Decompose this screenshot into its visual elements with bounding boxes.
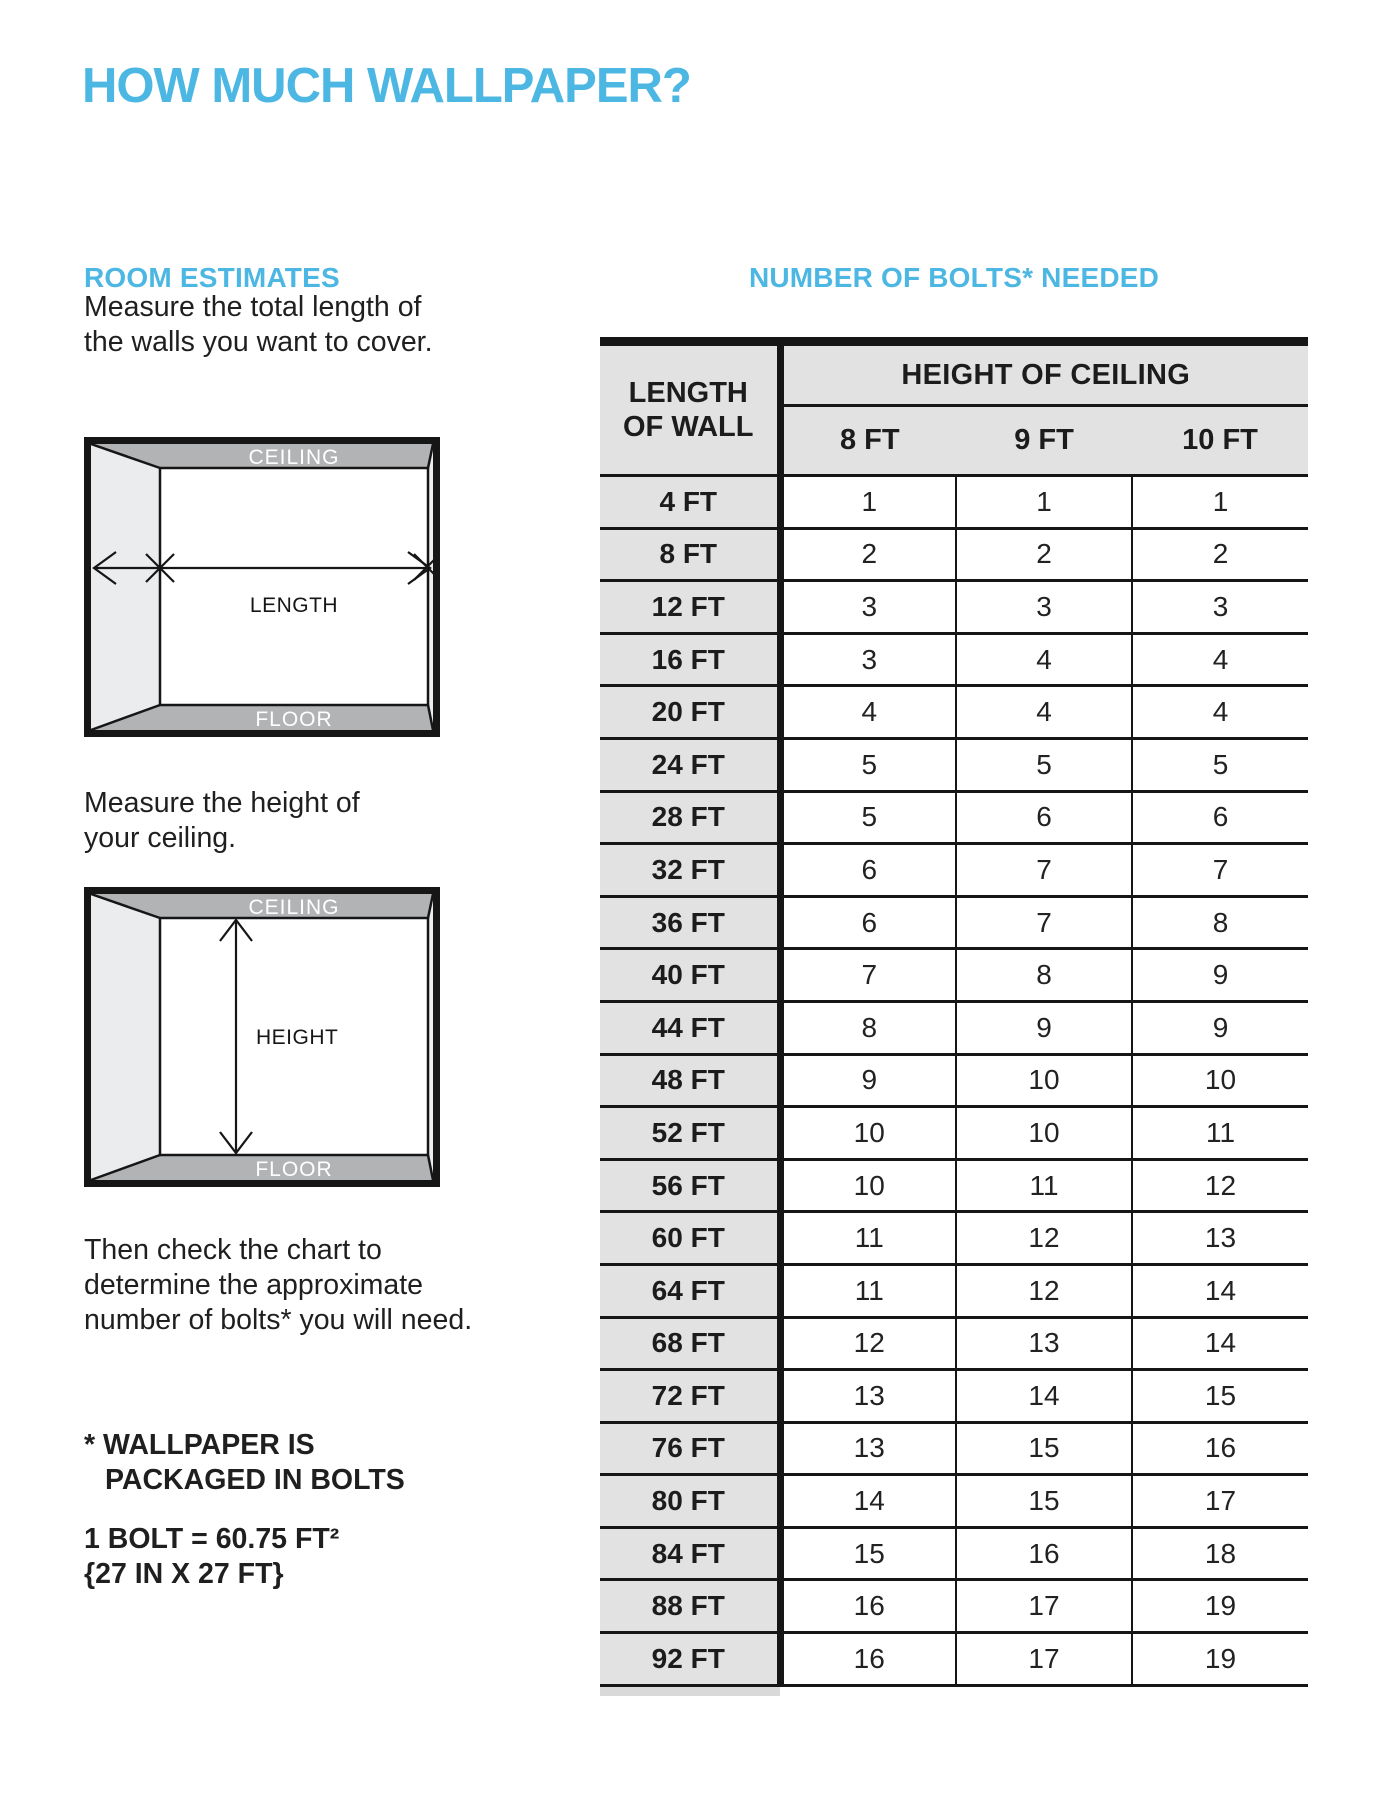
bolt-count-cell: 7	[780, 949, 956, 1002]
table-row	[600, 1527, 1308, 1580]
table-row	[600, 1264, 1308, 1317]
wall-length-cell: 24 FT	[600, 738, 780, 791]
bolt-count-cell: 6	[780, 896, 956, 949]
bolt-count-cell: 3	[780, 633, 956, 686]
table-row	[600, 1212, 1308, 1265]
text-line: Then check the chart to	[84, 1234, 382, 1266]
ceiling-label: CEILING	[248, 446, 340, 469]
bolts-table-body	[600, 476, 1308, 1686]
bolt-count-cell: 10	[1132, 1054, 1308, 1107]
bolt-count-cell: 3	[1132, 581, 1308, 634]
table-row	[600, 1159, 1308, 1212]
text-line: number of bolts* you will need.	[84, 1304, 473, 1336]
wall-length-cell: 68 FT	[600, 1317, 780, 1370]
bolt-count-cell: 19	[1132, 1580, 1308, 1633]
bolt-count-cell: 7	[956, 896, 1132, 949]
wall-length-cell: 72 FT	[600, 1370, 780, 1423]
left-wall-surface	[91, 444, 160, 730]
bolt-size-info	[84, 1522, 339, 1592]
bolt-count-cell: 11	[1132, 1107, 1308, 1160]
table-row	[600, 476, 1308, 529]
bolt-count-cell: 17	[956, 1633, 1132, 1686]
table-row	[600, 1580, 1308, 1633]
bolt-count-cell: 9	[956, 1001, 1132, 1054]
wall-length-cell: 92 FT	[600, 1633, 780, 1686]
bolt-count-cell: 12	[956, 1264, 1132, 1317]
wallpaper-footnote	[84, 1428, 405, 1498]
bolt-count-cell: 5	[780, 791, 956, 844]
table-row	[600, 1107, 1308, 1160]
ceiling-label: CEILING	[248, 896, 340, 919]
wall-length-cell: 60 FT	[600, 1212, 780, 1265]
bolt-count-cell: 4	[1132, 686, 1308, 739]
bolt-count-cell: 17	[956, 1580, 1132, 1633]
bolt-count-cell: 14	[1132, 1264, 1308, 1317]
table-row	[600, 633, 1308, 686]
header-line: OF WALL	[623, 411, 754, 443]
wall-length-cell: 56 FT	[600, 1159, 780, 1212]
floor-label: FLOOR	[255, 708, 333, 731]
bolt-count-cell: 6	[780, 844, 956, 897]
bolt-count-cell: 19	[1132, 1633, 1308, 1686]
bolt-count-cell: 7	[1132, 844, 1308, 897]
table-row	[600, 844, 1308, 897]
bolt-count-cell: 9	[1132, 949, 1308, 1002]
text-line: determine the approximate	[84, 1269, 424, 1301]
text-line: PACKAGED IN BOLTS	[105, 1464, 405, 1496]
bolt-count-cell: 2	[1132, 528, 1308, 581]
wall-length-cell: 8 FT	[600, 528, 780, 581]
bolt-count-cell: 18	[1132, 1527, 1308, 1580]
wall-length-cell: 80 FT	[600, 1475, 780, 1528]
wall-length-cell: 12 FT	[600, 581, 780, 634]
ceiling-height-column-header: 10 FT	[1132, 406, 1308, 476]
wall-length-cell: 32 FT	[600, 844, 780, 897]
wall-length-cell: 40 FT	[600, 949, 780, 1002]
wall-length-cell: 84 FT	[600, 1527, 780, 1580]
wall-length-cell: 48 FT	[600, 1054, 780, 1107]
bolt-count-cell: 15	[780, 1527, 956, 1580]
bolt-count-cell: 10	[956, 1107, 1132, 1160]
table-row	[600, 949, 1308, 1002]
bolt-count-cell: 4	[1132, 633, 1308, 686]
instruction-measure-height	[84, 786, 360, 856]
bolt-count-cell: 5	[956, 738, 1132, 791]
bolt-count-cell: 16	[956, 1527, 1132, 1580]
bolt-count-cell: 10	[780, 1159, 956, 1212]
bolt-count-cell: 9	[780, 1054, 956, 1107]
wall-length-cell: 52 FT	[600, 1107, 780, 1160]
table-row	[600, 1001, 1308, 1054]
height-of-ceiling-header: HEIGHT OF CEILING	[780, 342, 1308, 406]
bolts-table	[600, 337, 1308, 1687]
table-row	[600, 738, 1308, 791]
bolt-count-cell: 4	[956, 686, 1132, 739]
ceiling-height-column-header: 9 FT	[956, 406, 1132, 476]
bolt-count-cell: 2	[956, 528, 1132, 581]
back-wall	[160, 468, 428, 705]
bolts-needed-heading: NUMBER OF BOLTS* NEEDED	[748, 262, 1160, 293]
bolt-count-cell: 8	[1132, 896, 1308, 949]
bolt-count-cell: 9	[1132, 1001, 1308, 1054]
table-row	[600, 581, 1308, 634]
text-line: the walls you want to cover.	[84, 326, 433, 358]
bolt-count-cell: 11	[956, 1159, 1132, 1212]
bolt-count-cell: 8	[956, 949, 1132, 1002]
ceiling-height-column-header: 8 FT	[780, 406, 956, 476]
wall-length-cell: 64 FT	[600, 1264, 780, 1317]
height-label: HEIGHT	[256, 1026, 339, 1049]
text-line: {27 IN X 27 FT}	[84, 1558, 284, 1590]
bolt-count-cell: 16	[780, 1580, 956, 1633]
bolt-count-cell: 15	[956, 1422, 1132, 1475]
table-row	[600, 1422, 1308, 1475]
wall-length-cell: 20 FT	[600, 686, 780, 739]
table-row	[600, 686, 1308, 739]
table-row	[600, 1370, 1308, 1423]
bolt-count-cell: 4	[780, 686, 956, 739]
table-row	[600, 1633, 1308, 1686]
header-line: LENGTH	[628, 377, 748, 409]
length-label: LENGTH	[249, 594, 339, 617]
table-row	[600, 791, 1308, 844]
table-row	[600, 1054, 1308, 1107]
bolt-count-cell: 13	[780, 1422, 956, 1475]
bolt-count-cell: 2	[780, 528, 956, 581]
bolt-count-cell: 5	[780, 738, 956, 791]
instruction-check-chart	[84, 1233, 472, 1338]
bolt-count-cell: 16	[780, 1633, 956, 1686]
bolt-count-cell: 10	[956, 1054, 1132, 1107]
length-diagram	[84, 437, 440, 737]
bolt-count-cell: 3	[780, 581, 956, 634]
bolt-count-cell: 5	[1132, 738, 1308, 791]
bolt-count-cell: 12	[1132, 1159, 1308, 1212]
bolt-count-cell: 6	[1132, 791, 1308, 844]
wall-length-cell: 88 FT	[600, 1580, 780, 1633]
wall-length-cell: 28 FT	[600, 791, 780, 844]
bolt-count-cell: 13	[956, 1317, 1132, 1370]
wall-length-cell: 16 FT	[600, 633, 780, 686]
bolt-count-cell: 15	[956, 1475, 1132, 1528]
left-wall-surface	[91, 894, 160, 1180]
text-line: 1 BOLT = 60.75 FT²	[84, 1523, 340, 1555]
bolt-count-cell: 1	[956, 476, 1132, 529]
table-row	[600, 896, 1308, 949]
wall-length-cell: 36 FT	[600, 896, 780, 949]
page-title: HOW MUCH WALLPAPER?	[82, 59, 691, 113]
bolt-count-cell: 14	[956, 1370, 1132, 1423]
bolt-count-cell: 10	[780, 1107, 956, 1160]
bolt-count-cell: 17	[1132, 1475, 1308, 1528]
text-line: * WALLPAPER IS	[84, 1429, 315, 1461]
text-line: Measure the height of	[84, 787, 360, 819]
height-diagram	[84, 887, 440, 1187]
text-line: your ceiling.	[84, 822, 237, 854]
bolt-count-cell: 14	[780, 1475, 956, 1528]
instruction-measure-length	[84, 290, 433, 360]
bolt-count-cell: 12	[956, 1212, 1132, 1265]
bolt-count-cell: 11	[780, 1264, 956, 1317]
length-of-wall-header	[600, 342, 780, 476]
floor-label: FLOOR	[255, 1158, 333, 1181]
wall-length-cell: 44 FT	[600, 1001, 780, 1054]
bolts-table-container	[600, 337, 1308, 1696]
bolt-count-cell: 12	[780, 1317, 956, 1370]
wall-length-cell: 4 FT	[600, 476, 780, 529]
bolt-count-cell: 8	[780, 1001, 956, 1054]
bolt-count-cell: 15	[1132, 1370, 1308, 1423]
bolt-count-cell: 13	[780, 1370, 956, 1423]
table-bottom-shadow	[600, 1687, 780, 1696]
bolt-count-cell: 14	[1132, 1317, 1308, 1370]
bolt-count-cell: 13	[1132, 1212, 1308, 1265]
table-row	[600, 1317, 1308, 1370]
bolt-count-cell: 16	[1132, 1422, 1308, 1475]
bolt-count-cell: 7	[956, 844, 1132, 897]
text-line: Measure the total length of	[84, 291, 422, 323]
room-estimates-heading: ROOM ESTIMATES	[84, 262, 340, 293]
table-row	[600, 1475, 1308, 1528]
bolt-count-cell: 11	[780, 1212, 956, 1265]
bolt-count-cell: 3	[956, 581, 1132, 634]
bolt-count-cell: 6	[956, 791, 1132, 844]
wall-length-cell: 76 FT	[600, 1422, 780, 1475]
table-row	[600, 528, 1308, 581]
bolt-count-cell: 1	[1132, 476, 1308, 529]
bolt-count-cell: 1	[780, 476, 956, 529]
bolt-count-cell: 4	[956, 633, 1132, 686]
